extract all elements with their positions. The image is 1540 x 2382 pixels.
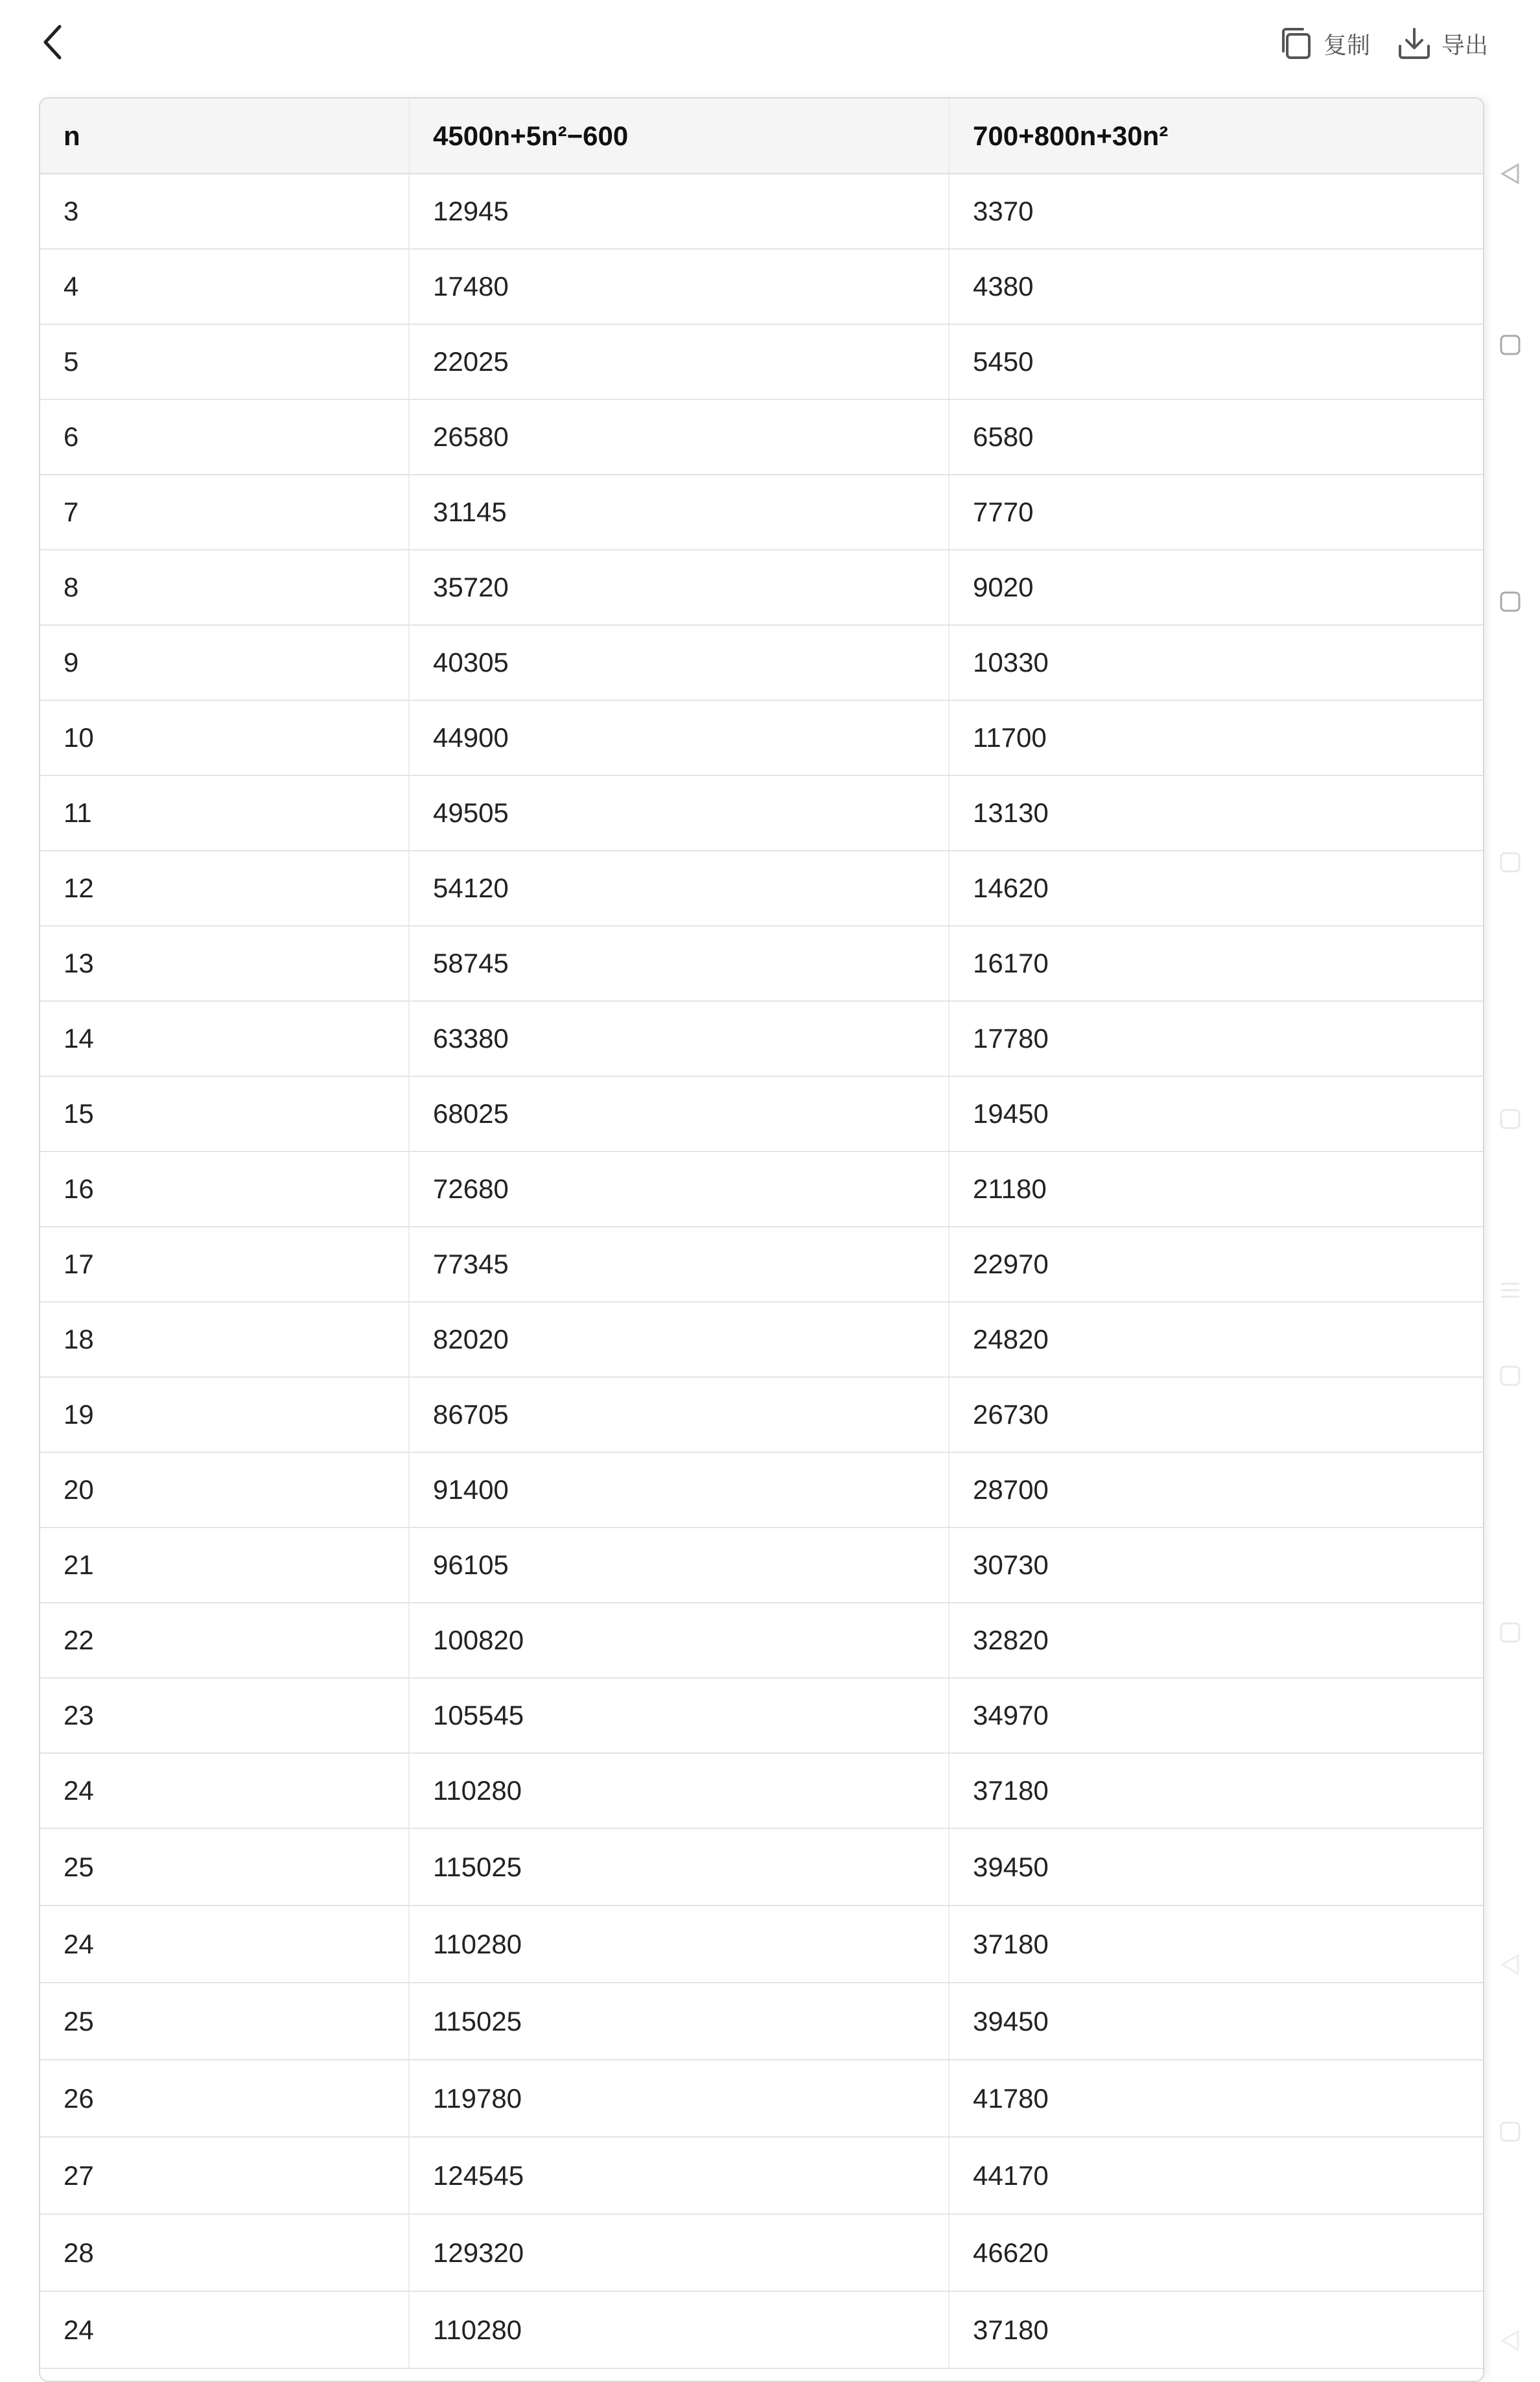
table-body <box>40 174 1483 2368</box>
cell-expression-a: 115025 <box>409 1828 949 1905</box>
cell-expression-a: 63380 <box>409 1001 949 1076</box>
cell-expression-b: 41780 <box>949 2060 1483 2137</box>
cell-expression-b: 37180 <box>949 2291 1483 2368</box>
table-row <box>40 1678 1483 1753</box>
cell-expression-b: 13130 <box>949 775 1483 851</box>
cell-expression-b: 44170 <box>949 2137 1483 2214</box>
cell-n: 4 <box>40 249 409 324</box>
table-row <box>40 2137 1483 2214</box>
table-row <box>40 1753 1483 1828</box>
cell-n: 24 <box>40 1753 409 1828</box>
table-row <box>40 475 1483 550</box>
table-row <box>40 625 1483 700</box>
table-row <box>40 249 1483 324</box>
table-row <box>40 399 1483 475</box>
cell-expression-b: 21180 <box>949 1151 1483 1227</box>
cell-n: 11 <box>40 775 409 851</box>
cell-expression-b: 5450 <box>949 324 1483 399</box>
cell-expression-a: 12945 <box>409 174 949 249</box>
table-row <box>40 2291 1483 2368</box>
cell-n: 25 <box>40 1828 409 1905</box>
square-icon <box>1496 331 1524 359</box>
cell-expression-a: 119780 <box>409 2060 949 2137</box>
cell-expression-a: 110280 <box>409 1753 949 1828</box>
table-row <box>40 324 1483 399</box>
table-row <box>40 1603 1483 1678</box>
cell-expression-b: 34970 <box>949 1678 1483 1753</box>
download-icon <box>1396 25 1432 62</box>
cell-expression-b: 4380 <box>949 249 1483 324</box>
table-row <box>40 1076 1483 1151</box>
export-button[interactable] <box>1396 25 1488 62</box>
table-row <box>40 550 1483 625</box>
cell-n: 28 <box>40 2214 409 2291</box>
column-header-expression-a: 4500n+5n²−600 <box>409 99 949 174</box>
cell-expression-b: 7770 <box>949 475 1483 550</box>
cell-expression-a: 91400 <box>409 1452 949 1527</box>
cell-n: 7 <box>40 475 409 550</box>
side-rail <box>1482 97 1540 2370</box>
cell-expression-a: 44900 <box>409 700 949 775</box>
cell-n: 21 <box>40 1527 409 1603</box>
table-row <box>40 2214 1483 2291</box>
cell-expression-b: 39450 <box>949 1983 1483 2060</box>
column-header-expression-b: 700+800n+30n² <box>949 99 1483 174</box>
table-row <box>40 700 1483 775</box>
cell-n: 19 <box>40 1377 409 1452</box>
cell-n: 26 <box>40 2060 409 2137</box>
cell-expression-a: 110280 <box>409 2291 949 2368</box>
cell-expression-b: 6580 <box>949 399 1483 475</box>
square-icon <box>1496 1618 1524 1647</box>
cell-expression-b: 37180 <box>949 1753 1483 1828</box>
square-icon <box>1496 848 1524 877</box>
cell-n: 12 <box>40 851 409 926</box>
cell-n: 20 <box>40 1452 409 1527</box>
cell-n: 13 <box>40 926 409 1001</box>
table-row <box>40 1377 1483 1452</box>
cell-expression-a: 77345 <box>409 1227 949 1302</box>
export-label: 导出 <box>1441 32 1488 59</box>
cell-expression-a: 115025 <box>409 1983 949 2060</box>
square-icon <box>1496 1105 1524 1133</box>
cell-expression-b: 3370 <box>949 174 1483 249</box>
cell-expression-a: 54120 <box>409 851 949 926</box>
cell-expression-b: 10330 <box>949 625 1483 700</box>
data-table-container <box>39 97 1484 2382</box>
cell-expression-a: 82020 <box>409 1302 949 1377</box>
toolbar-actions <box>1278 21 1488 66</box>
cell-expression-b: 19450 <box>949 1076 1483 1151</box>
cell-expression-a: 86705 <box>409 1377 949 1452</box>
cell-expression-b: 24820 <box>949 1302 1483 1377</box>
cell-expression-b: 11700 <box>949 700 1483 775</box>
cell-expression-b: 30730 <box>949 1527 1483 1603</box>
cell-n: 8 <box>40 550 409 625</box>
cell-expression-b: 32820 <box>949 1603 1483 1678</box>
table-row <box>40 775 1483 851</box>
cell-expression-b: 46620 <box>949 2214 1483 2291</box>
cell-expression-b: 28700 <box>949 1452 1483 1527</box>
cell-expression-a: 68025 <box>409 1076 949 1151</box>
cell-n: 16 <box>40 1151 409 1227</box>
table-row <box>40 926 1483 1001</box>
copy-button[interactable] <box>1278 25 1370 62</box>
cell-expression-a: 49505 <box>409 775 949 851</box>
cell-expression-a: 124545 <box>409 2137 949 2214</box>
square-icon <box>1496 587 1524 616</box>
copy-label: 复制 <box>1323 32 1370 59</box>
table-row <box>40 1452 1483 1527</box>
cell-expression-a: 110280 <box>409 1905 949 1983</box>
cell-expression-a: 22025 <box>409 324 949 399</box>
cell-n: 3 <box>40 174 409 249</box>
back-button[interactable] <box>32 19 71 65</box>
cell-expression-b: 39450 <box>949 1828 1483 1905</box>
cell-n: 9 <box>40 625 409 700</box>
cell-n: 24 <box>40 2291 409 2368</box>
cell-expression-a: 17480 <box>409 249 949 324</box>
cell-expression-b: 9020 <box>949 550 1483 625</box>
square-icon <box>1496 1362 1524 1390</box>
cell-expression-b: 16170 <box>949 926 1483 1001</box>
cell-expression-a: 40305 <box>409 625 949 700</box>
cell-n: 14 <box>40 1001 409 1076</box>
cell-expression-a: 58745 <box>409 926 949 1001</box>
cell-expression-b: 17780 <box>949 1001 1483 1076</box>
cell-n: 6 <box>40 399 409 475</box>
table-row <box>40 1151 1483 1227</box>
column-header-n: n <box>40 99 409 174</box>
cell-expression-b: 37180 <box>949 1905 1483 1983</box>
data-table <box>40 99 1483 2369</box>
cell-expression-a: 26580 <box>409 399 949 475</box>
table-row <box>40 174 1483 249</box>
square-icon <box>1496 2117 1524 2146</box>
cell-n: 22 <box>40 1603 409 1678</box>
table-row <box>40 1001 1483 1076</box>
table-row <box>40 1302 1483 1377</box>
top-toolbar <box>0 0 1540 91</box>
table-row <box>40 2060 1483 2137</box>
cell-expression-a: 100820 <box>409 1603 949 1678</box>
cell-expression-a: 72680 <box>409 1151 949 1227</box>
cell-expression-a: 96105 <box>409 1527 949 1603</box>
cell-n: 27 <box>40 2137 409 2214</box>
cell-expression-a: 35720 <box>409 550 949 625</box>
cell-n: 5 <box>40 324 409 399</box>
cell-expression-b: 26730 <box>949 1377 1483 1452</box>
cell-n: 15 <box>40 1076 409 1151</box>
cell-expression-a: 31145 <box>409 475 949 550</box>
cell-expression-b: 14620 <box>949 851 1483 926</box>
table-row <box>40 1227 1483 1302</box>
menu-icon <box>1496 1276 1524 1304</box>
copy-icon <box>1278 25 1314 62</box>
cell-expression-a: 129320 <box>409 2214 949 2291</box>
cell-expression-a: 105545 <box>409 1678 949 1753</box>
triangle-left-icon <box>1496 2326 1524 2355</box>
table-row <box>40 1828 1483 1905</box>
cell-n: 23 <box>40 1678 409 1753</box>
cell-n: 10 <box>40 700 409 775</box>
cell-n: 24 <box>40 1905 409 1983</box>
table-header-row <box>40 99 1483 174</box>
cell-n: 17 <box>40 1227 409 1302</box>
table-row <box>40 1905 1483 1983</box>
cell-n: 25 <box>40 1983 409 2060</box>
cell-n: 18 <box>40 1302 409 1377</box>
triangle-left-icon <box>1496 159 1524 188</box>
triangle-left-icon <box>1496 1950 1524 1979</box>
table-row <box>40 851 1483 926</box>
cell-expression-b: 22970 <box>949 1227 1483 1302</box>
table-row <box>40 1527 1483 1603</box>
table-row <box>40 1983 1483 2060</box>
chevron-left-icon <box>40 23 64 62</box>
